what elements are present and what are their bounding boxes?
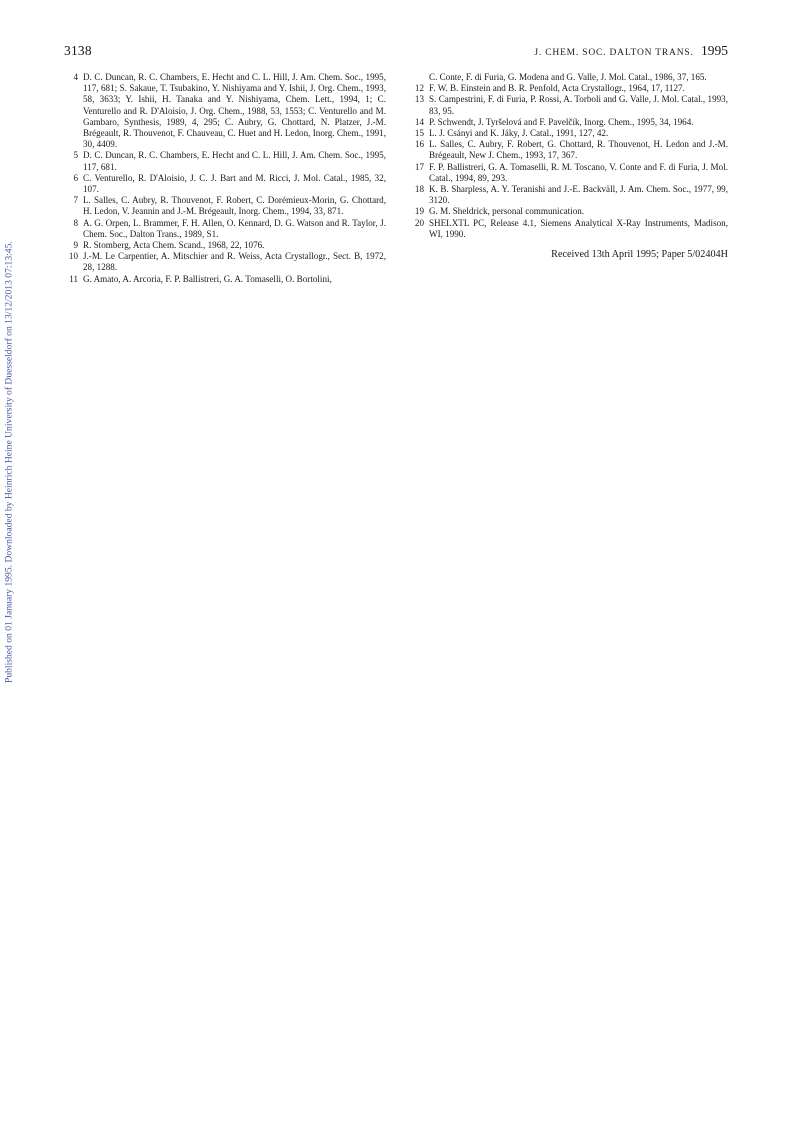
reference-text: C. Venturello, R. D'Aloisio, J. C. J. Bart and M. Ricci, J. Mol. Catal., 1985, 32, 107. xyxy=(83,172,386,195)
reference-text: K. B. Sharpless, A. Y. Teranishi and J.-E. Backväll, J. Am. Chem. Soc., 1977, 99, 3120. xyxy=(429,184,728,206)
reference-item xyxy=(410,94,728,116)
reference-text: F. W. B. Einstein and B. R. Penfold, Acta Crystallogr., 1964, 17, 1127. xyxy=(429,83,685,94)
reference-item xyxy=(64,150,386,172)
reference-text: R. Stomberg, Acta Chem. Scand., 1968, 22, 1076. xyxy=(83,240,265,251)
reference-number: 20 xyxy=(414,217,424,228)
reference-text: SHELXTL PC, Release 4.1, Siemens Analytical X-Ray Instruments, Madison, WI, 1990. xyxy=(429,217,728,239)
journal-header xyxy=(534,43,728,59)
reference-item xyxy=(410,206,728,217)
reference-text: G. Amato, A. Arcoria, F. P. Ballistreri, G. A. Tomaselli, O. Bortolini, xyxy=(83,273,332,284)
reference-number: 10 xyxy=(68,251,78,262)
references-left-column xyxy=(64,72,386,285)
reference-item xyxy=(64,274,386,285)
reference-text: L. J. Csányi and K. Jáky, J. Catal., 1991, 127, 42. xyxy=(429,128,609,139)
reference-text: D. C. Duncan, R. C. Chambers, E. Hecht and C. L. Hill, J. Am. Chem. Soc., 1995, 117, 681. xyxy=(83,150,386,172)
reference-item xyxy=(64,72,386,150)
journal-name: J. CHEM. SOC. DALTON TRANS. xyxy=(534,48,694,58)
reference-item xyxy=(64,195,386,217)
reference-item xyxy=(410,218,728,240)
reference-item xyxy=(64,251,386,273)
reference-number: 6 xyxy=(73,172,78,183)
reference-text: D. C. Duncan, R. C. Chambers, E. Hecht and C. L. Hill, J. Am. Chem. Soc., 1995, 117, 681; S. Sakaue, T. Tsubakino, Y. Nishiyama and Y. Ishii, J. Org. Chem., 1993, 58, 3633; Y. Ishii, H. Tanaka and Y. Nishiyama, Chem. Lett., 1994, 1; C. Venturello and R. D'Aloisio, J. Org. Chem., 1988, 53, 1553; C. Venturello and M. Gambaro, Synthesis, 1989, 4, 295; C. Aubry, G. Chottard, N. Platzer, J.-M. Brégeault, R. Thouvenot, F. Chauveau, C. Huet and H. Ledon, Inorg. Chem., 1991, 30, 4409. xyxy=(83,72,386,150)
page-number: 3138 xyxy=(64,43,92,58)
reference-number: 17 xyxy=(414,161,424,172)
reference-item xyxy=(410,117,728,128)
download-stamp: Published on 01 January 1995. Downloaded by Heinrich Heine University of Duesseldorf on 13/12/2013 07:13:45. xyxy=(3,241,15,683)
reference-text: J.-M. Le Carpentier, A. Mitschier and R. Weiss, Acta Crystallogr., Sect. B, 1972, 28, 1288. xyxy=(83,251,386,273)
reference-text: L. Salles, C. Aubry, R. Thouvenot, F. Robert, C. Dorémieux-Morin, G. Chottard, H. Ledon, V. Jeannin and J.-M. Brégeault, Inorg. Chem., 1994, 33, 871. xyxy=(83,195,386,217)
reference-item xyxy=(410,72,728,83)
journal-year: 1995 xyxy=(701,43,728,58)
reference-number: 15 xyxy=(414,128,424,139)
reference-text: F. P. Ballistreri, G. A. Tomaselli, R. M. Toscano, V. Conte and F. di Furia, J. Mol. Catal., 1994, 89, 293. xyxy=(429,161,728,183)
reference-item xyxy=(410,162,728,184)
reference-number: 5 xyxy=(73,150,78,161)
reference-item xyxy=(64,218,386,240)
reference-number: 19 xyxy=(414,206,424,217)
reference-number: 9 xyxy=(73,240,78,251)
reference-item xyxy=(410,139,728,161)
reference-text: C. Conte, F. di Furia, G. Modena and G. Valle, J. Mol. Catal., 1986, 37, 165. xyxy=(429,72,707,82)
reference-item xyxy=(410,184,728,206)
reference-item xyxy=(64,240,386,251)
reference-number: 14 xyxy=(414,116,424,127)
reference-number: 4 xyxy=(73,72,78,82)
reference-text: P. Schwendt, J. Tyršelová and F. Pavelčík, Inorg. Chem., 1995, 34, 1964. xyxy=(429,116,694,127)
reference-number: 7 xyxy=(73,195,78,206)
references-right-column xyxy=(410,72,728,260)
reference-item xyxy=(410,83,728,94)
reference-number: 8 xyxy=(73,217,78,228)
reference-number: 16 xyxy=(414,139,424,150)
reference-text: S. Campestrini, F. di Furia, P. Rossi, A. Torboli and G. Valle, J. Mol. Catal., 1993, 83, 95. xyxy=(429,94,728,116)
reference-text: L. Salles, C. Aubry, F. Robert, G. Chottard, R. Thouvenot, H. Ledon and J.-M. Brégeault, New J. Chem., 1993, 17, 367. xyxy=(429,139,728,161)
received-line: Received 13th April 1995; Paper 5/02404H xyxy=(551,249,728,261)
reference-item xyxy=(64,173,386,195)
reference-number: 11 xyxy=(69,273,78,284)
reference-number: 13 xyxy=(414,94,424,105)
reference-number: 18 xyxy=(414,184,424,195)
reference-text: A. G. Orpen, L. Brammer, F. H. Allen, O. Kennard, D. G. Watson and R. Taylor, J. Chem. Soc., Dalton Trans., 1989, S1. xyxy=(83,217,386,239)
reference-text: G. M. Sheldrick, personal communication. xyxy=(429,206,585,217)
reference-item xyxy=(410,128,728,139)
reference-number: 12 xyxy=(414,83,424,94)
